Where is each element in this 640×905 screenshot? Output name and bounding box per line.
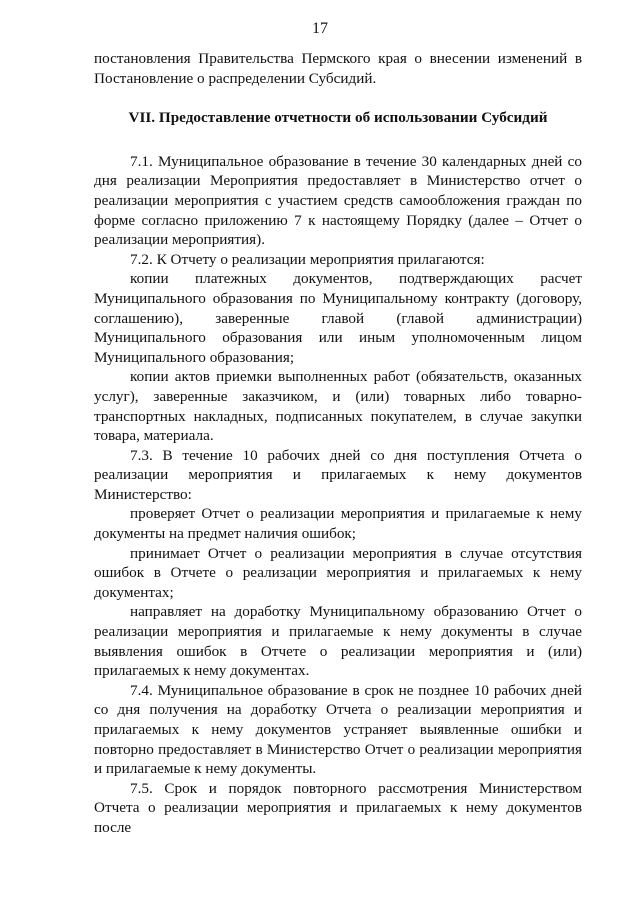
paragraph-7-2: 7.2. К Отчету о реализации мероприятия прилагаются: — [130, 250, 485, 268]
paragraph-7-4: 7.4. Муниципальное образование в срок не позднее 10 рабочих дней со дня получения на доработку Отчета о реализации мероприятия и прилагаемых к нему документов устраняет выявленные ошибки и повторно предоставляет в Министерство Отчет о реализации мероприятия и прилагаемые к нему документы. — [94, 681, 582, 778]
paragraph-continuation: постановления Правительства Пермского края о внесении изменений в Постановление о распределении Субсидий. — [94, 50, 582, 87]
paragraph-7-3: 7.3. В течение 10 рабочих дней со дня поступления Отчета о реализации мероприятия и прилагаемых к нему документов Министерство: — [94, 446, 582, 503]
list-item-payment-copies: копии платежных документов, подтверждающих расчет Муниципального образования по Муниципальному контракту (договору, соглашению), заверенные главой (главой администрации) Муниципального образования или иным уполномоченным лицом Муниципального образования; — [94, 270, 582, 366]
paragraph-7-1: 7.1. Муниципальное образование в течение 30 календарных дней со дня реализации Мероприятия предоставляет в Министерство отчет о реализации мероприятия с участием средств самообложения граждан по форме согласно приложению 7 к настоящему Порядку (далее – Отчет о реализации мероприятия). — [94, 152, 582, 249]
section-heading: VII. Предоставление отчетности об использовании Субсидий — [128, 109, 548, 127]
list-item-returns: направляет на доработку Муниципальному образованию Отчет о реализации мероприятия и прилагаемые к нему документы в случае выявления ошибок в Отчете о реализации мероприятия и (или) прилагаемых к нему документах. — [94, 603, 582, 680]
list-item-checks: проверяет Отчет о реализации мероприятия и прилагаемые к нему документы на предмет наличия ошибок; — [94, 505, 582, 543]
list-item-acceptance-acts: копии актов приемки выполненных работ (обязательств, оказанных услуг), заверенные заказчиком, и (или) товарных либо товарно-транспортных накладных, подписанных покупателем, в случае закупки товара, материала. — [94, 368, 582, 445]
list-item-accepts: принимает Отчет о реализации мероприятия в случае отсутствия ошибок в Отчете о реализации мероприятия и прилагаемых к нему документах; — [94, 544, 582, 601]
document-body — [94, 49, 582, 838]
page-number: 17 — [312, 20, 328, 37]
paragraph-7-5: 7.5. Срок и порядок повторного рассмотрения Министерством Отчета о реализации мероприятия и прилагаемых к нему документов после — [94, 779, 582, 836]
